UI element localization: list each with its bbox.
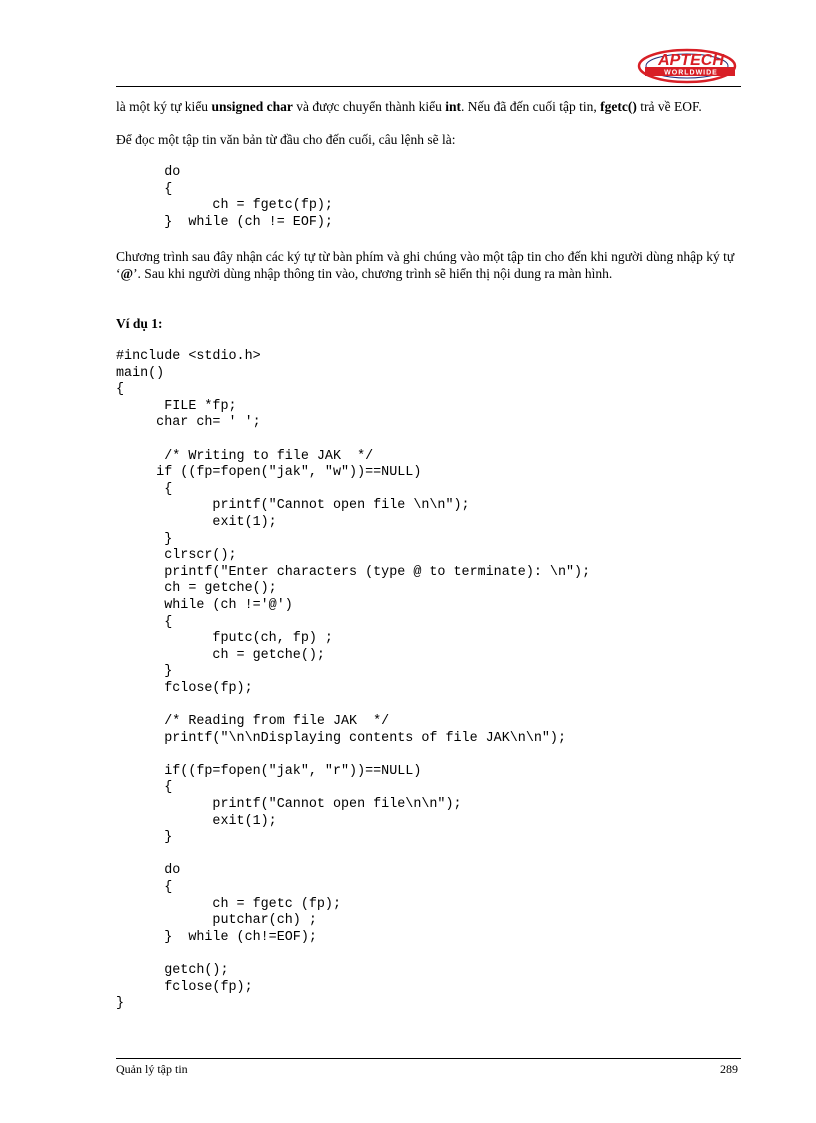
logo-text-aptech: APTECH [658,52,724,69]
header-divider [116,86,741,87]
footer-divider [116,1058,741,1059]
footer-chapter-title: Quản lý tập tin [116,1062,188,1076]
example-heading: Ví dụ 1: [116,316,163,331]
logo-text-worldwide: WORLDWIDE [664,69,718,77]
page-number: 289 [720,1062,738,1076]
paragraph-program-description: Chương trình sau đây nhận các ký tự từ bàn phím và ghi chúng vào một tập tin cho đến khi người dùng nhập ký tự ‘@’. Sau khi người dùng nhập thông tin vào, chương trình sẽ hiển thị nội dung ra màn hình. [116,249,735,281]
keyword-unsigned-char: unsigned char [211,99,293,114]
keyword-at-sign: @ [120,266,134,281]
paragraph-read-loop-intro: Để đọc một tập tin văn bản từ đầu cho đến cuối, câu lệnh sẽ là: [116,132,456,147]
paragraph-fgetc-return: là một ký tự kiểu unsigned char và được chuyển thành kiểu int. Nếu đã đến cuối tập tin, fgetc() trả về EOF. [116,99,702,114]
aptech-worldwide-logo [637,48,739,84]
keyword-fgetc: fgetc() [600,99,637,114]
keyword-int: int [445,99,462,114]
code-snippet-do-while: do { ch = fgetc(fp); } while (ch != EOF); [164,165,333,230]
code-example-1: #include <stdio.h> main() { FILE *fp; char ch= ' '; /* Writing to file JAK */ if ((fp=fopen("jak", "w"))==NULL) { printf("Cannot open file \n\n"); exit(1); } clrscr(); printf("Enter characters (type @ to terminate): \n"); ch = getche(); while (ch !='@') { fputc(ch, fp) ; ch = getche(); } fclose(fp); /* Reading from file JAK */ printf("\n\nDisplaying contents of file JAK\n\n"); if((fp=fopen("jak", "r"))==NULL) { printf("Cannot open file\n\n"); exit(1); } do { ch = fgetc (fp); putchar(ch) ; } while (ch!=EOF); getch(); fclose(fp); } [116,349,591,1012]
